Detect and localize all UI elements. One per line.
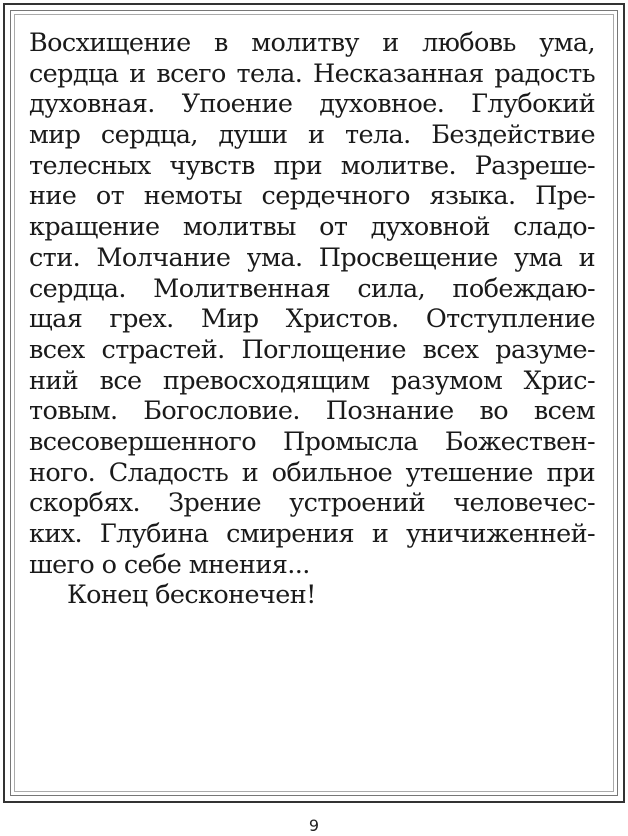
text-line: шего о себе мнения... — [29, 549, 310, 580]
text-line: кращение молитвы от духовной сладо- — [29, 212, 595, 243]
text-line: товым. Богословие. Познание во всем — [29, 396, 595, 427]
text-line: сердца. Молитвенная сила, побеждаю- — [29, 273, 595, 304]
text-line: ких. Глубина смирения и уничиженней- — [29, 519, 595, 549]
text-line: мир сердца, души и тела. Бездействие — [29, 120, 595, 151]
text-line: щая грех. Мир Христов. Отступление — [29, 304, 595, 335]
text-line: ний все превосходящим разумом Хрис- — [29, 365, 595, 396]
text-block — [29, 28, 595, 611]
page-number: 9 — [308, 816, 320, 835]
text-line: всесовершенного Промысла Божествен- — [29, 426, 595, 457]
text-line: всех страстей. Поглощение всех разуме- — [29, 334, 595, 365]
text-line: Восхищение в молитву и любовь ума, — [29, 28, 595, 58]
text-line: скорбях. Зрение устроений человечес- — [29, 488, 595, 519]
text-line: сти. Молчание ума. Просвещение ума и — [29, 242, 595, 273]
text-line: духовная. Упоение духовное. Глубокий — [29, 89, 595, 120]
text-line: сердца и всего тела. Несказанная радость — [29, 58, 595, 89]
text-line: ного. Сладость и обильное утешение при — [29, 457, 595, 488]
text-line: ние от немоты сердечного языка. Пре- — [29, 181, 595, 212]
text-line: телесных чувств при молитве. Разреше- — [29, 150, 595, 181]
ending-line: Конец бесконечен! — [67, 580, 316, 611]
